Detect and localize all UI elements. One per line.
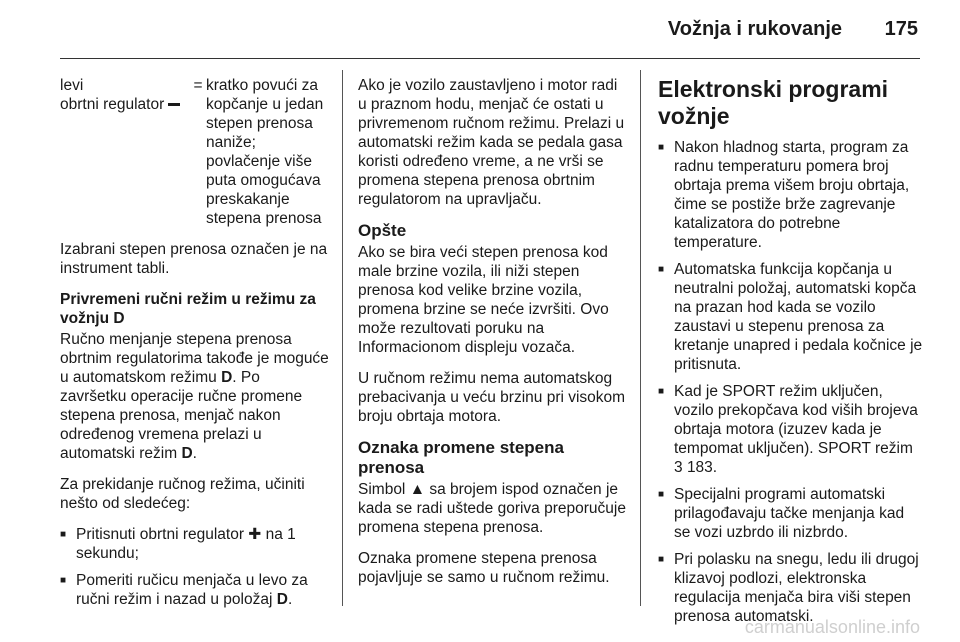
sub-heading: Privremeni ručni režim u režimu za vožnju D <box>60 291 316 327</box>
page-ref-icon: 3 <box>674 459 683 476</box>
page-ref-link[interactable]: 183. <box>686 459 718 476</box>
list-item: ■ Automatska funkcija kopčanja u neutralni položaj, automatski kopča na prazan hod kada se vozilo zaustavi u stepenu prenosa za kretanje unapred i pedala kočnice je pritisnuta. <box>658 260 924 374</box>
list-item <box>658 382 924 477</box>
header-rule <box>60 58 920 59</box>
equals-sign: = <box>193 77 203 94</box>
section-title: Elektronski programi vožnje <box>658 76 889 129</box>
list-item: ■ Nakon hladnog starta, program za radnu temperaturu pomera broj obrtaja prema višem broju obrtaja, čime se postiže brže zagrevanje katalizatora do potrebne temperature. <box>658 138 924 252</box>
text-run: sa brojem ispod označen je kada se radi uštede goriva preporučuje promena stepena prenosa. <box>358 481 626 536</box>
section-heading: Opšte <box>358 221 407 240</box>
list-item: ■ Specijalni programi automatski prilagođavaju tačke menjanja kad se vozi uzbrdo ili nizbrdo. <box>658 485 924 542</box>
term-line-2: obrtni regulator <box>60 96 165 113</box>
column-1 <box>60 76 330 621</box>
text-run: . Po završetku operacije ručne promene stepena prenosa, menjač nakon određenog vremena prelazi u automatski režim <box>60 369 303 462</box>
term-line-1: levi <box>60 77 84 94</box>
paragraph: Ako je vozilo zaustavljeno i motor radi u praznom hodu, menjač će ostati u privremenom ručnom režimu. Prelazi u automatski režim kada se pedala gasa koristi određeno vreme, a ne vrši se promena stepena prenosa obrtnim regulatorom na upravljaču. <box>358 77 625 208</box>
mode-d: D <box>221 369 233 386</box>
section-heading: Oznaka promene stepena prenosa <box>358 438 564 477</box>
bullet-list <box>658 138 924 626</box>
text-run: Pomeriti ručicu menjača u levo za ručni režim i nazad u položaj <box>76 572 308 608</box>
column-2 <box>358 76 626 599</box>
definition-term <box>60 76 190 228</box>
text-run: na 1 sekundu; <box>76 526 296 562</box>
column-divider-2 <box>640 70 641 606</box>
mode-d: D <box>276 591 288 608</box>
text-run: Pritisnuti obrtni regulator <box>76 526 249 543</box>
mode-d: D <box>181 445 193 462</box>
paragraph: Ako se bira veći stepen prenosa kod male brzine vozila, ili niži stepen prenosa kod velike brzine vozila, promena brzine se neće izvršiti. Ovo može rezultovati poruku na Informacionom displeju vozača. <box>358 244 609 356</box>
definition-description: kratko povući za kopčanje u jedan stepen prenosa naniže; povlačenje više puta omogućava preskakanje stepena prenosa <box>206 77 324 227</box>
column-3 <box>658 76 924 638</box>
triangle-up-icon: ▲ <box>409 481 426 498</box>
paragraph: Izabrani stepen prenosa označen je na instrument tabli. <box>60 241 328 277</box>
chapter-title: Vožnja i rukovanje <box>667 18 842 40</box>
page-number: 175 <box>884 18 918 40</box>
column-divider-1 <box>342 70 343 606</box>
page-header <box>0 0 960 60</box>
paragraph <box>358 480 626 537</box>
paragraph <box>60 330 330 463</box>
list-item <box>60 525 330 563</box>
definition-row <box>60 76 330 228</box>
text-run: . <box>287 591 293 608</box>
list-item <box>60 571 330 609</box>
plus-icon: ✚ <box>248 526 262 543</box>
text-run: . <box>192 445 197 462</box>
bullet-list <box>60 525 330 609</box>
text-run: Simbol <box>358 481 410 498</box>
paragraph: Za prekidanje ručnog režima, učiniti nešto od sledećeg: <box>60 476 305 512</box>
text-run: Kad je SPORT režim uključen, vozilo prekopčava kod viših brojeva obrtaja motora (izuzev kada je tempomat uključen). SPORT režim <box>674 383 918 457</box>
paragraph: U ručnom režimu nema automatskog prebacivanja u veću brzinu pri visokom broju obrtaja motora. <box>358 370 626 425</box>
watermark: carmanualsonline.info <box>744 617 920 637</box>
paragraph: Oznaka promene stepena prenosa pojavljuje se samo u ručnom režimu. <box>358 550 610 586</box>
minus-icon <box>168 103 180 106</box>
list-item: ■ Pri polasku na snegu, ledu ili drugoj klizavoj podlozi, elektronska regulacija menjača bira viši stepen prenosa automatski. <box>658 550 924 626</box>
text-run: Ručno menjanje stepena prenosa obrtnim regulatorima takođe je moguće u automatskom režimu <box>60 331 329 386</box>
